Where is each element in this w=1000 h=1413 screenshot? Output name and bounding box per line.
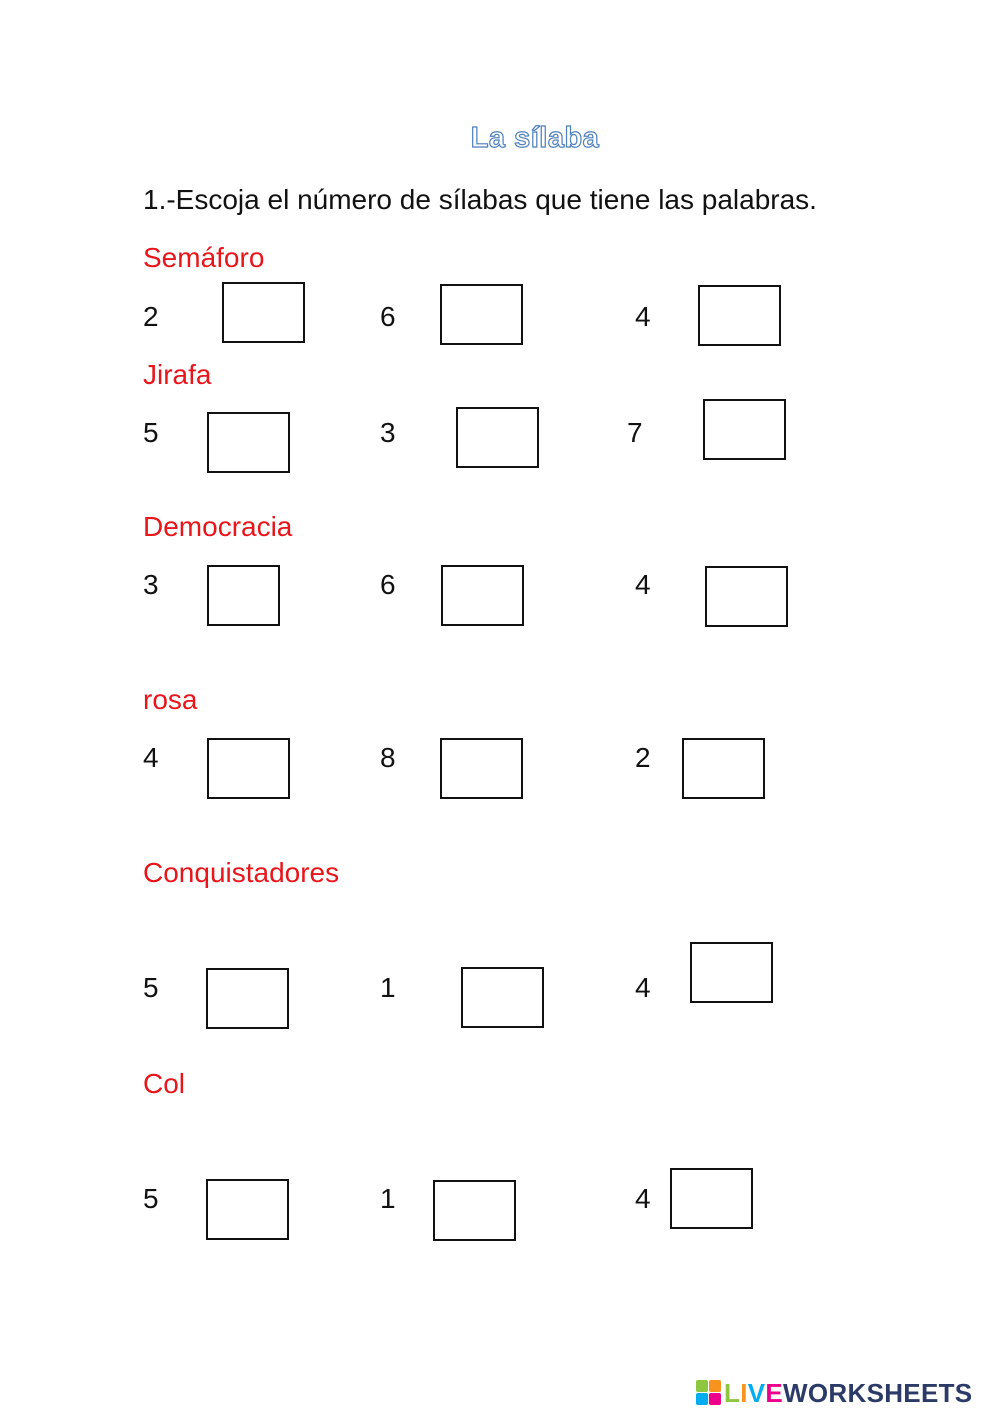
- instruction-text: 1.-Escoja el número de sílabas que tiene las palabras.: [143, 184, 817, 215]
- option-number: 5: [143, 1183, 159, 1214]
- answer-box[interactable]: [461, 967, 544, 1028]
- question-word-6: Col: [143, 1068, 186, 1099]
- option-number: 5: [143, 417, 159, 448]
- option-number: 5: [143, 972, 159, 1003]
- answer-box[interactable]: [670, 1168, 753, 1229]
- brand-text: LIVEWORKSHEETS: [724, 1377, 973, 1408]
- question-word-1: Semáforo: [143, 242, 265, 273]
- answer-box[interactable]: [207, 412, 290, 473]
- answer-box[interactable]: [703, 399, 786, 460]
- option-number: 4: [635, 1183, 651, 1214]
- option-number: 8: [380, 742, 396, 773]
- option-number: 4: [635, 569, 651, 600]
- answer-box[interactable]: [682, 738, 765, 799]
- question-word-5: Conquistadores: [143, 857, 340, 888]
- worksheet-title: La sílaba: [470, 122, 600, 154]
- option-number: 1: [380, 1183, 396, 1214]
- answer-box[interactable]: [433, 1180, 516, 1241]
- option-number: 6: [380, 569, 396, 600]
- answer-box[interactable]: [441, 565, 524, 626]
- question-word-3: Democracia: [143, 511, 293, 542]
- option-number: 7: [627, 417, 643, 448]
- liveworksheets-logo-icon: [696, 1380, 722, 1406]
- answer-box[interactable]: [207, 565, 280, 626]
- option-number: 3: [380, 417, 396, 448]
- option-number: 3: [143, 569, 159, 600]
- option-number: 1: [380, 972, 396, 1003]
- option-number: 4: [635, 301, 651, 332]
- answer-box[interactable]: [222, 282, 305, 343]
- option-number: 4: [143, 742, 159, 773]
- answer-box[interactable]: [698, 285, 781, 346]
- answer-box[interactable]: [690, 942, 773, 1003]
- answer-box[interactable]: [440, 738, 523, 799]
- answer-box[interactable]: [206, 1179, 289, 1240]
- question-word-4: rosa: [143, 684, 198, 715]
- option-number: 2: [635, 742, 651, 773]
- answer-box[interactable]: [207, 738, 290, 799]
- answer-box[interactable]: [705, 566, 788, 627]
- option-number: 4: [635, 972, 651, 1003]
- question-word-2: Jirafa: [143, 359, 212, 390]
- option-number: 2: [143, 301, 159, 332]
- liveworksheets-logo: [696, 1376, 972, 1410]
- answer-box[interactable]: [456, 407, 539, 468]
- option-number: 6: [380, 301, 396, 332]
- answer-box[interactable]: [440, 284, 523, 345]
- answer-box[interactable]: [206, 968, 289, 1029]
